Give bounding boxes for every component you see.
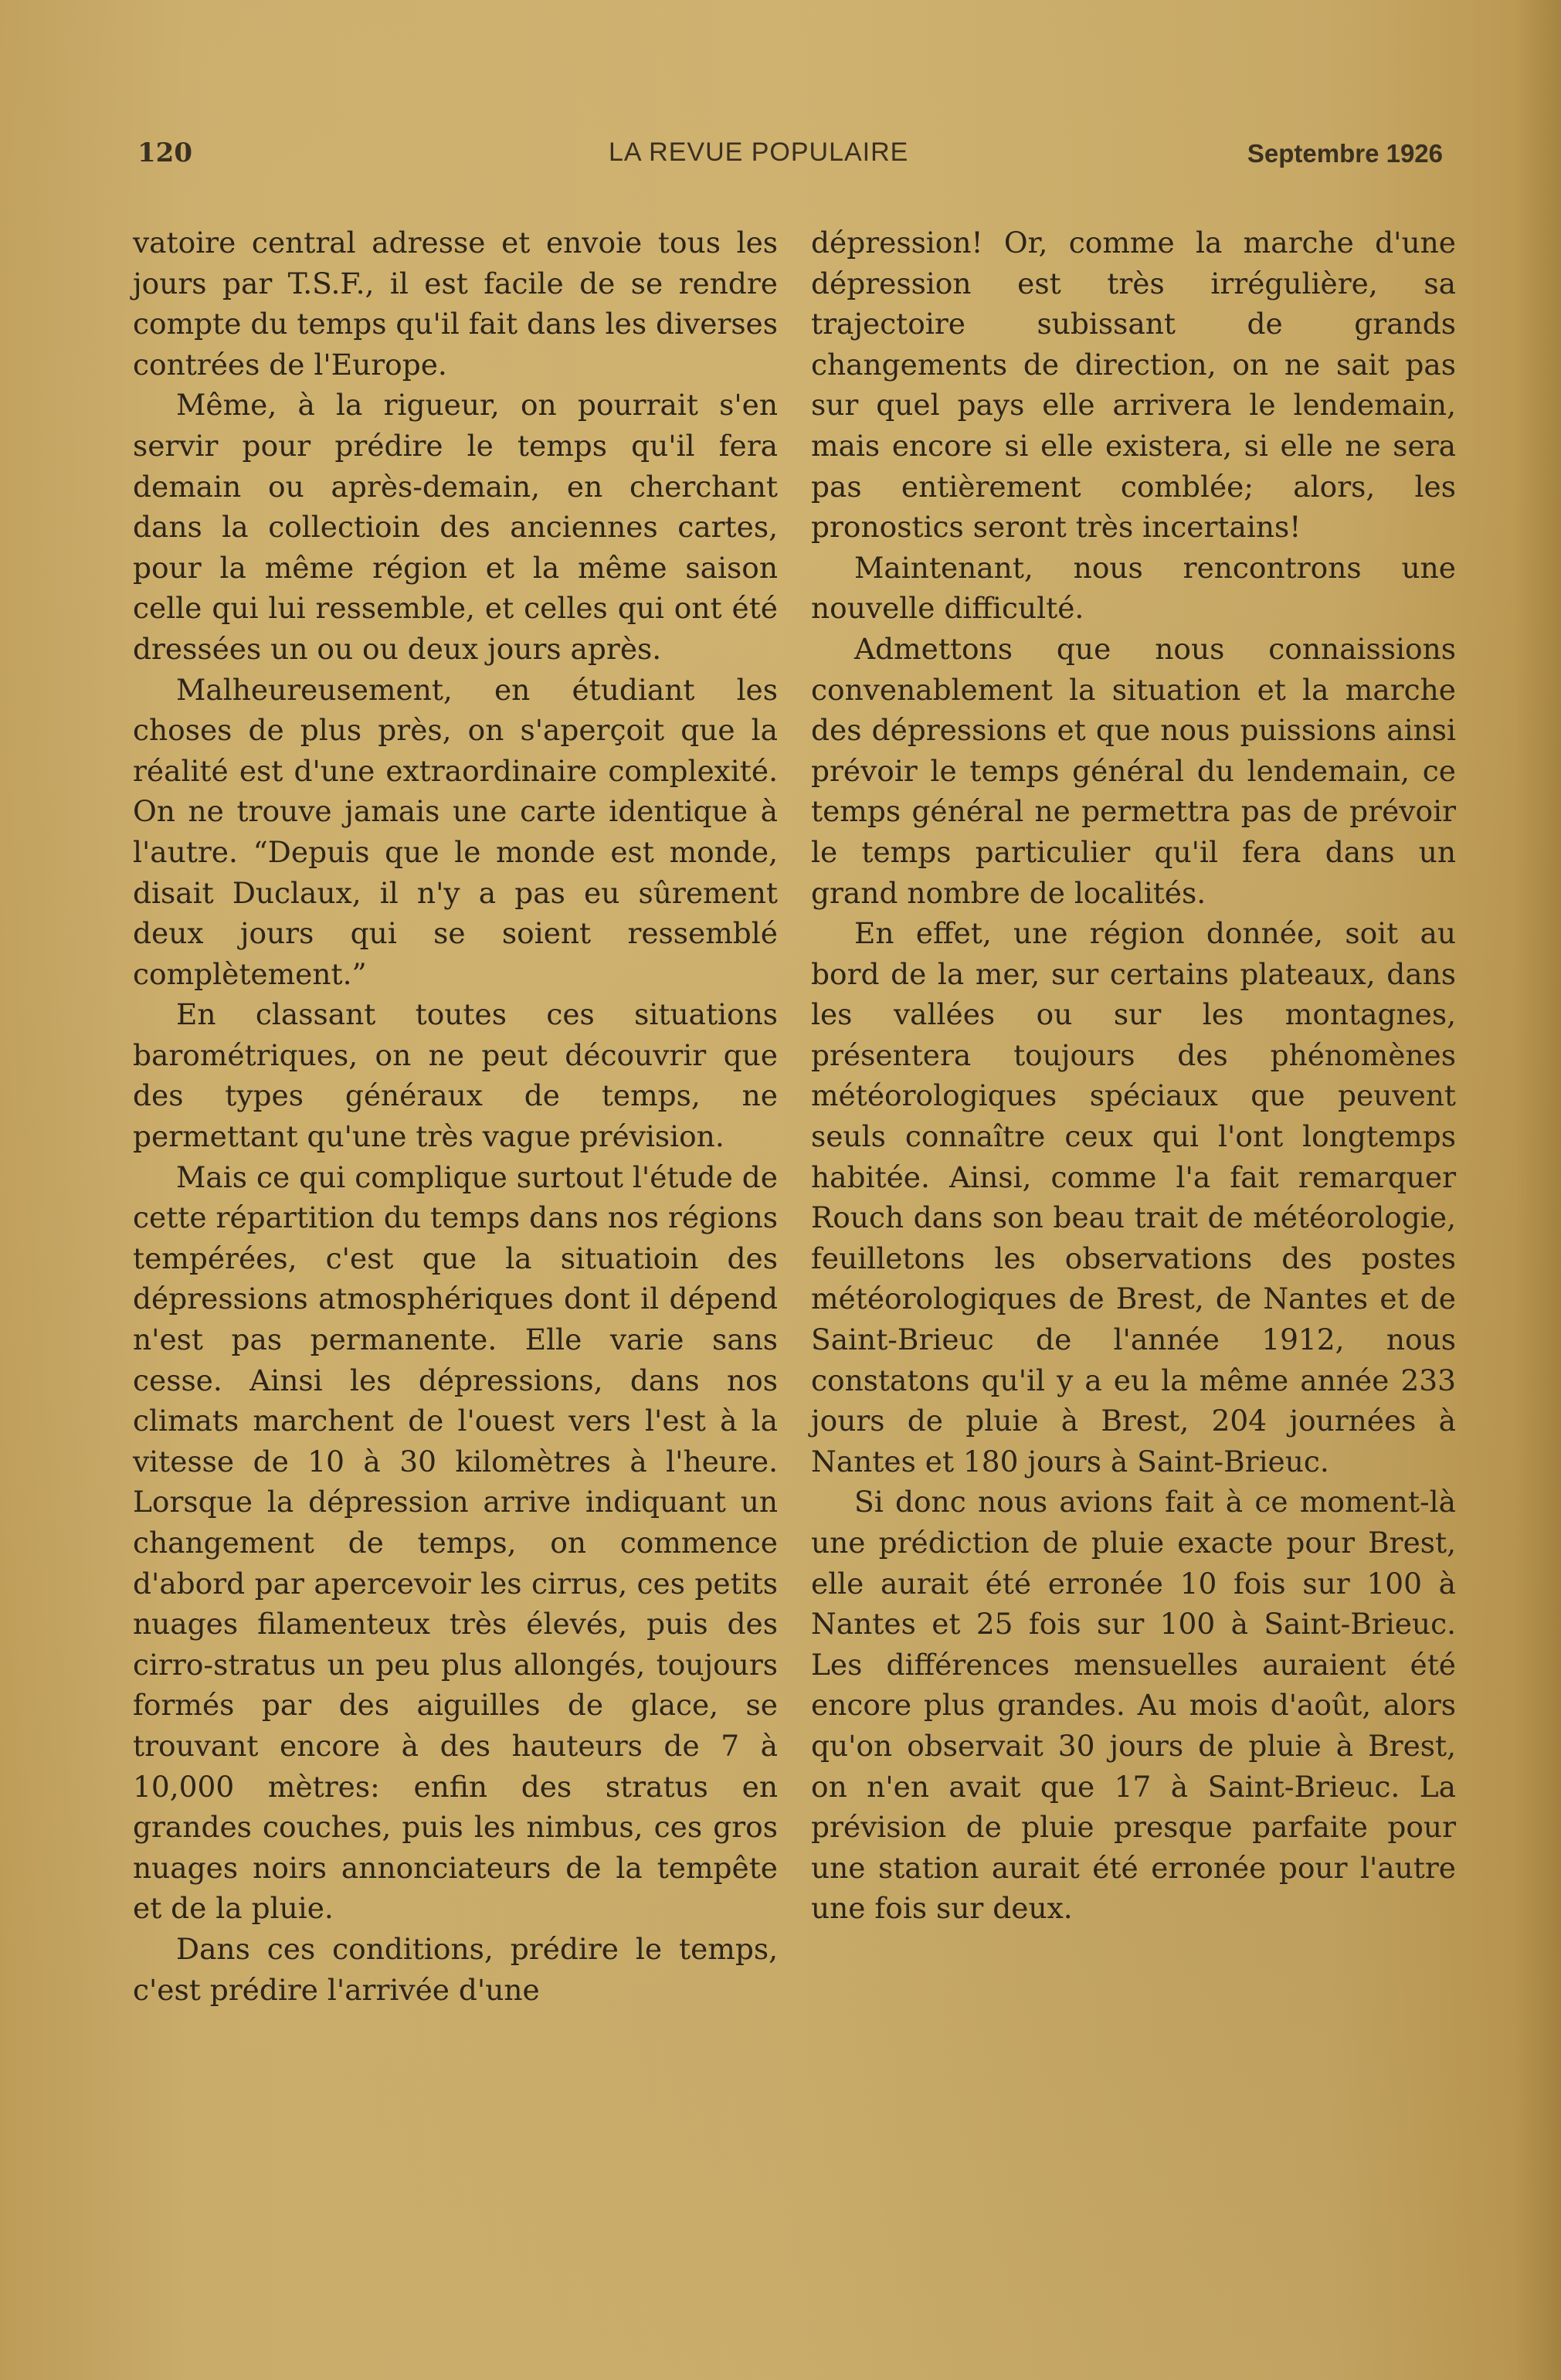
page-number: 120 bbox=[137, 138, 192, 168]
paragraph: Maintenant, nous rencontrons une nouvelle difficulté. bbox=[811, 550, 1456, 626]
paragraph: Dans ces conditions, prédire le temps, c'est prédire l'arrivée d'une bbox=[133, 1931, 778, 2007]
text-column-left bbox=[133, 222, 778, 2010]
paragraph: vatoire central adresse et envoie tous les jours par T.S.F., il est facile de se rendre compte du temps qu'il fait dans les diverses contrées de l'Europe. bbox=[133, 226, 778, 382]
paragraph: Mais ce qui complique surtout l'étude de cette répartition du temps dans nos régions tempérées, c'est que la situatioin des dépressions atmosphériques dont il dépend n'est pas permanente. Elle varie sans cesse. Ainsi les dépressions, dans nos climats marchent de l'ouest vers l'est à la vitesse de 10 à 30 kilomètres à l'heure. Lorsque la dépression arrive indiquant un changement de temps, on commence d'abord par apercevoir les cirrus, ces petits nuages filamenteux très élevés, puis des cirro-stratus un peu plus allongés, toujours formés par des aiguilles de glace, se trouvant encore à des hauteurs de 7 à 10,000 mètres: enfin des stratus en grandes couches, puis les nimbus, ces gros nuages noirs annonciateurs de la tempête et de la pluie. bbox=[133, 1159, 778, 1926]
page-edge-shadow bbox=[1515, 0, 1561, 2380]
paragraph: dépression! Or, comme la marche d'une dépression est très irrégulière, sa trajectoire subissant de grands changements de direction, on ne sait pas sur quel pays elle arrivera le lendemain, mais encore si elle existera, si elle ne sera pas entièrement comblée; alors, les pronostics seront très incertains! bbox=[811, 226, 1456, 545]
journal-title: LA REVUE POPULAIRE bbox=[609, 138, 909, 167]
paragraph: Si donc nous avions fait à ce moment-là une prédiction de pluie exacte pour Brest, elle aurait été erronée 10 fois sur 100 à Nantes et 25 fois sur 100 à Saint-Brieuc. Les différences mensuelles auraient été encore plus grandes. Au mois d'août, alors qu'on observait 30 jours de pluie à Brest, on n'en avait que 17 à Saint-Brieuc. La prévision de pluie presque parfaite pour une station aurait été erronée pour l'autre une fois sur deux. bbox=[811, 1485, 1456, 1926]
paragraph: Même, à la rigueur, on pourrait s'en servir pour prédire le temps qu'il fera demain ou après-demain, en cherchant dans la collectioin des anciennes cartes, pour la même région et la même saison celle qui lui ressemble, et celles qui ont été dressées un ou ou deux jours après. bbox=[133, 388, 778, 666]
paragraph: En effet, une région donnée, soit au bord de la mer, sur certains plateaux, dans les vallées ou sur les montagnes, présentera toujours des phénomènes météorologiques spéciaux que peuvent seuls connaître ceux qui l'ont longtemps habitée. Ainsi, comme l'a fait remarquer Rouch dans son beau trait de météorologie, feuilletons les observations des postes météorologiques de Brest, de Nantes et de Saint-Brieuc de l'année 1912, nous constatons qu'il y a eu la même année 233 jours de pluie à Brest, 204 journées à Nantes et 180 jours à Saint-Brieuc. bbox=[811, 916, 1456, 1479]
paragraph: Admettons que nous connaissions convenablement la situation et la marche des dépressions et que nous puissions ainsi prévoir le temps général du lendemain, ce temps général ne permettra pas de prévoir le temps particulier qu'il fera dans un grand nombre de localités. bbox=[811, 631, 1456, 910]
issue-date: Septembre 1926 bbox=[1247, 139, 1443, 168]
paragraph: En classant toutes ces situations barométriques, on ne peut découvrir que des types généraux de temps, ne permettant qu'une très vague prévision. bbox=[133, 997, 778, 1154]
running-header bbox=[137, 138, 1443, 176]
text-column-right bbox=[811, 222, 1456, 1929]
paragraph: Malheureusement, en étudiant les choses de plus près, on s'aperçoit que la réalité est d'une extraordinaire complexité. On ne trouve jamais une carte identique à l'autre. “Depuis que le monde est monde, disait Duclaux, il n'y a pas eu sûrement deux jours qui se soient ressemblé complètement.” bbox=[133, 672, 778, 991]
